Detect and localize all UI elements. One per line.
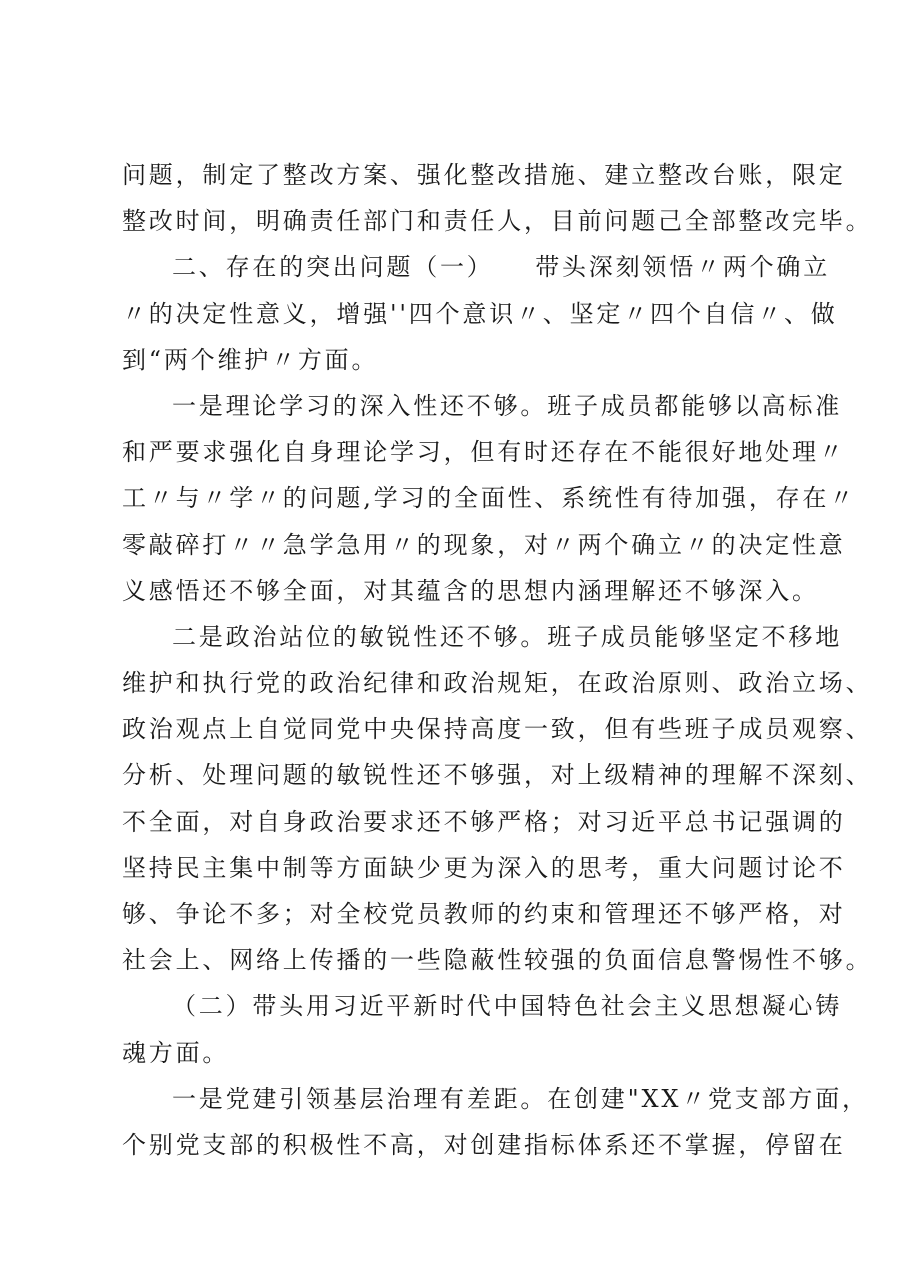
text-line: 问题，制定了整改方案、强化整改措施、建立整改台账，限定 bbox=[122, 161, 846, 189]
text-line: 义感悟还不够全面，对其蕴含的思想内涵理解还不够深入。 bbox=[122, 576, 819, 605]
section-heading: （二）带头用习近平新时代中国特色社会主义思想凝心铸 bbox=[172, 992, 842, 1021]
paragraph-start: 一是党建引领基层治理有差距。在创建"XX〃党支部方面， bbox=[172, 1084, 869, 1113]
text-line: 不全面，对自身政治要求还不够严格；对习近平总书记强调的 bbox=[122, 807, 846, 836]
text-line: 坚持民主集中制等方面缺少更为深入的思考，重大问题讨论不 bbox=[122, 853, 846, 882]
paragraph-start: 一是理论学习的深入性还不够。班子成员都能够以高标准 bbox=[172, 391, 842, 420]
text-line: 魂方面。 bbox=[122, 1038, 230, 1067]
text-line: 个别党支部的积极性不高，对创建指标体系还不掌握，停留在 bbox=[122, 1130, 846, 1159]
text-line: 政治观点上自觉同党中央保持高度一致，但有些班子成员观察、 bbox=[122, 715, 873, 744]
section-heading: 二、存在的突出问题（一） 带头深刻领悟〃两个确立 bbox=[172, 253, 830, 282]
text-line: 分析、处理问题的敏锐性还不够强，对上级精神的理解不深刻、 bbox=[122, 761, 873, 790]
text-line: 零敲碎打〃〃急学急用〃的现象，对〃两个确立〃的决定性意 bbox=[122, 530, 846, 559]
text-line: 社会上、网络上传播的一些隐蔽性较强的负面信息警惕性不够。 bbox=[122, 946, 873, 975]
text-line: 工〃与〃学〃的问题,学习的全面性、系统性有待加强，存在〃 bbox=[122, 484, 857, 513]
text-line: 维护和执行党的政治纪律和政治规矩，在政治原则、政治立场、 bbox=[122, 669, 873, 698]
document-body bbox=[122, 152, 873, 1168]
text-line: 和严要求强化自身理论学习，但有时还存在不能很好地处理〃 bbox=[122, 438, 846, 467]
text-line: 整改时间，明确责任部门和责任人，目前问题己全部整改完毕。 bbox=[122, 207, 873, 236]
text-line: 〃的决定性意义，增强''四个意识〃、坚定〃四个自信〃、做 bbox=[122, 299, 838, 328]
text-line: 够、争论不多；对全校党员教师的约束和管理还不够严格，对 bbox=[122, 900, 846, 928]
text-line: 到“两个维护〃方面。 bbox=[122, 345, 379, 374]
paragraph-start: 二是政治站位的敏锐性还不够。班子成员能够坚定不移地 bbox=[172, 622, 842, 651]
